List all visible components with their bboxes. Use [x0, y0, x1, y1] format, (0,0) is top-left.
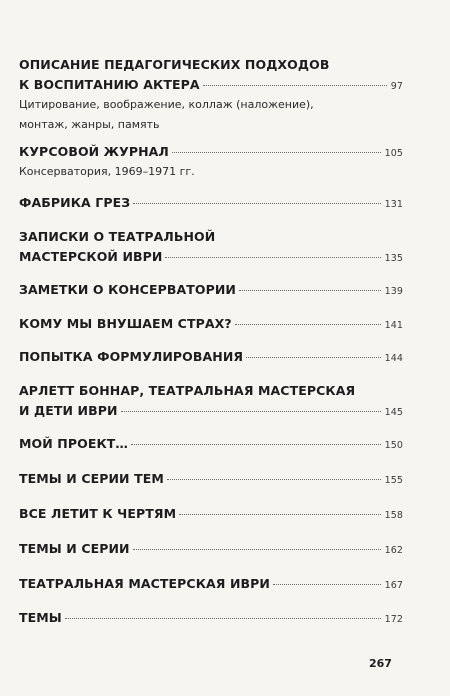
- toc-entry: [19, 314, 403, 334]
- toc-leader-line: [19, 75, 403, 95]
- toc-entry: [19, 434, 403, 454]
- toc-leader-line: [19, 434, 403, 454]
- toc-entry-title: ОПИСАНИЕ ПЕДАГОГИЧЕСКИХ ПОДХОДОВ: [19, 57, 330, 72]
- toc-entry: [19, 347, 403, 367]
- toc-entry: [19, 469, 403, 489]
- toc-entry-title: ТЕМЫ: [19, 610, 62, 625]
- toc-entry: [19, 227, 403, 267]
- toc-leader-line: [19, 314, 403, 334]
- toc-leader-line: [19, 469, 403, 489]
- dot-leader: [239, 290, 381, 291]
- toc-page-number: 139: [384, 286, 403, 297]
- toc-leader-line: [19, 574, 403, 594]
- dot-leader: [179, 514, 380, 515]
- dot-leader: [121, 411, 381, 412]
- toc-entry-title: ЗАМЕТКИ О КОНСЕРВАТОРИИ: [19, 282, 236, 297]
- toc-entry: [19, 381, 403, 421]
- toc-entry: [19, 539, 403, 559]
- toc-page-number: 150: [384, 440, 403, 451]
- toc-entry-subtitle: Цитирование, воображение, коллаж (наложение),: [19, 98, 314, 111]
- toc-entry-title: КУРСОВОЙ ЖУРНАЛ: [19, 144, 169, 159]
- dot-leader: [131, 444, 381, 445]
- toc-entry-title: ТЕМЫ И СЕРИИ: [19, 541, 130, 556]
- dot-leader: [273, 584, 381, 585]
- toc-leader-line: [19, 401, 403, 421]
- toc-entry: [19, 193, 403, 213]
- toc-entry: [19, 280, 403, 300]
- toc-leader-line: [19, 193, 403, 213]
- dot-leader: [65, 618, 381, 619]
- toc-page-number: 155: [384, 475, 403, 486]
- dot-leader: [167, 479, 381, 480]
- toc-page-number: 158: [384, 510, 403, 521]
- dot-leader: [203, 85, 387, 86]
- toc-entry-title: МОЙ ПРОЕКТ…: [19, 436, 129, 451]
- page-number: 267: [369, 657, 392, 670]
- toc-page-number: 141: [384, 320, 403, 331]
- dot-leader: [133, 549, 381, 550]
- toc-entry-title: МАСТЕРСКОЙ ИВРИ: [19, 249, 163, 264]
- toc-entry-title: ЗАПИСКИ О ТЕАТРАЛЬНОЙ: [19, 229, 216, 244]
- dot-leader: [172, 152, 381, 153]
- toc-entry-title: К ВОСПИТАНИЮ АКТЕРА: [19, 77, 200, 92]
- toc-page-number: 131: [384, 199, 403, 210]
- dot-leader: [165, 257, 380, 258]
- toc-leader-line: [19, 247, 403, 267]
- toc-entry-title: АРЛЕТТ БОННАР, ТЕАТРАЛЬНАЯ МАСТЕРСКАЯ: [19, 383, 356, 398]
- toc-leader-line: [19, 142, 403, 162]
- toc-page-number: 135: [384, 253, 403, 264]
- toc-page-number: 145: [384, 407, 403, 418]
- toc-page-number: 162: [384, 545, 403, 556]
- toc-page-number: 144: [384, 353, 403, 364]
- toc-entry-title: ВСЕ ЛЕТИТ К ЧЕРТЯМ: [19, 506, 177, 521]
- toc-entry-title: ТЕАТРАЛЬНАЯ МАСТЕРСКАЯ ИВРИ: [19, 576, 270, 591]
- dot-leader: [246, 357, 380, 358]
- toc-entry-title: КОМУ МЫ ВНУШАЕМ СТРАХ?: [19, 316, 232, 331]
- toc-page-number: 167: [384, 580, 403, 591]
- toc-page-number: 97: [390, 81, 403, 92]
- toc-entry: [19, 504, 403, 524]
- toc-entry-title: ПОПЫТКА ФОРМУЛИРОВАНИЯ: [19, 349, 244, 364]
- toc-leader-line: [19, 504, 403, 524]
- toc-page-number: 105: [384, 148, 403, 159]
- toc-entry-title: И ДЕТИ ИВРИ: [19, 403, 118, 418]
- toc-leader-line: [19, 539, 403, 559]
- toc-entry: [19, 142, 403, 182]
- toc-entry-subtitle: Консерватория, 1969–1971 гг.: [19, 165, 195, 178]
- toc-entry: [19, 608, 403, 628]
- toc-entry-title: ФАБРИКА ГРЕЗ: [19, 195, 131, 210]
- toc-leader-line: [19, 280, 403, 300]
- toc-leader-line: [19, 608, 403, 628]
- toc-page-number: 172: [384, 614, 403, 625]
- toc-entry-subtitle: монтаж, жанры, память: [19, 118, 160, 131]
- dot-leader: [235, 324, 381, 325]
- toc-leader-line: [19, 347, 403, 367]
- toc-entry-title: ТЕМЫ И СЕРИИ ТЕМ: [19, 471, 164, 486]
- toc-entry: [19, 574, 403, 594]
- dot-leader: [133, 203, 380, 204]
- toc-entry: [19, 55, 403, 135]
